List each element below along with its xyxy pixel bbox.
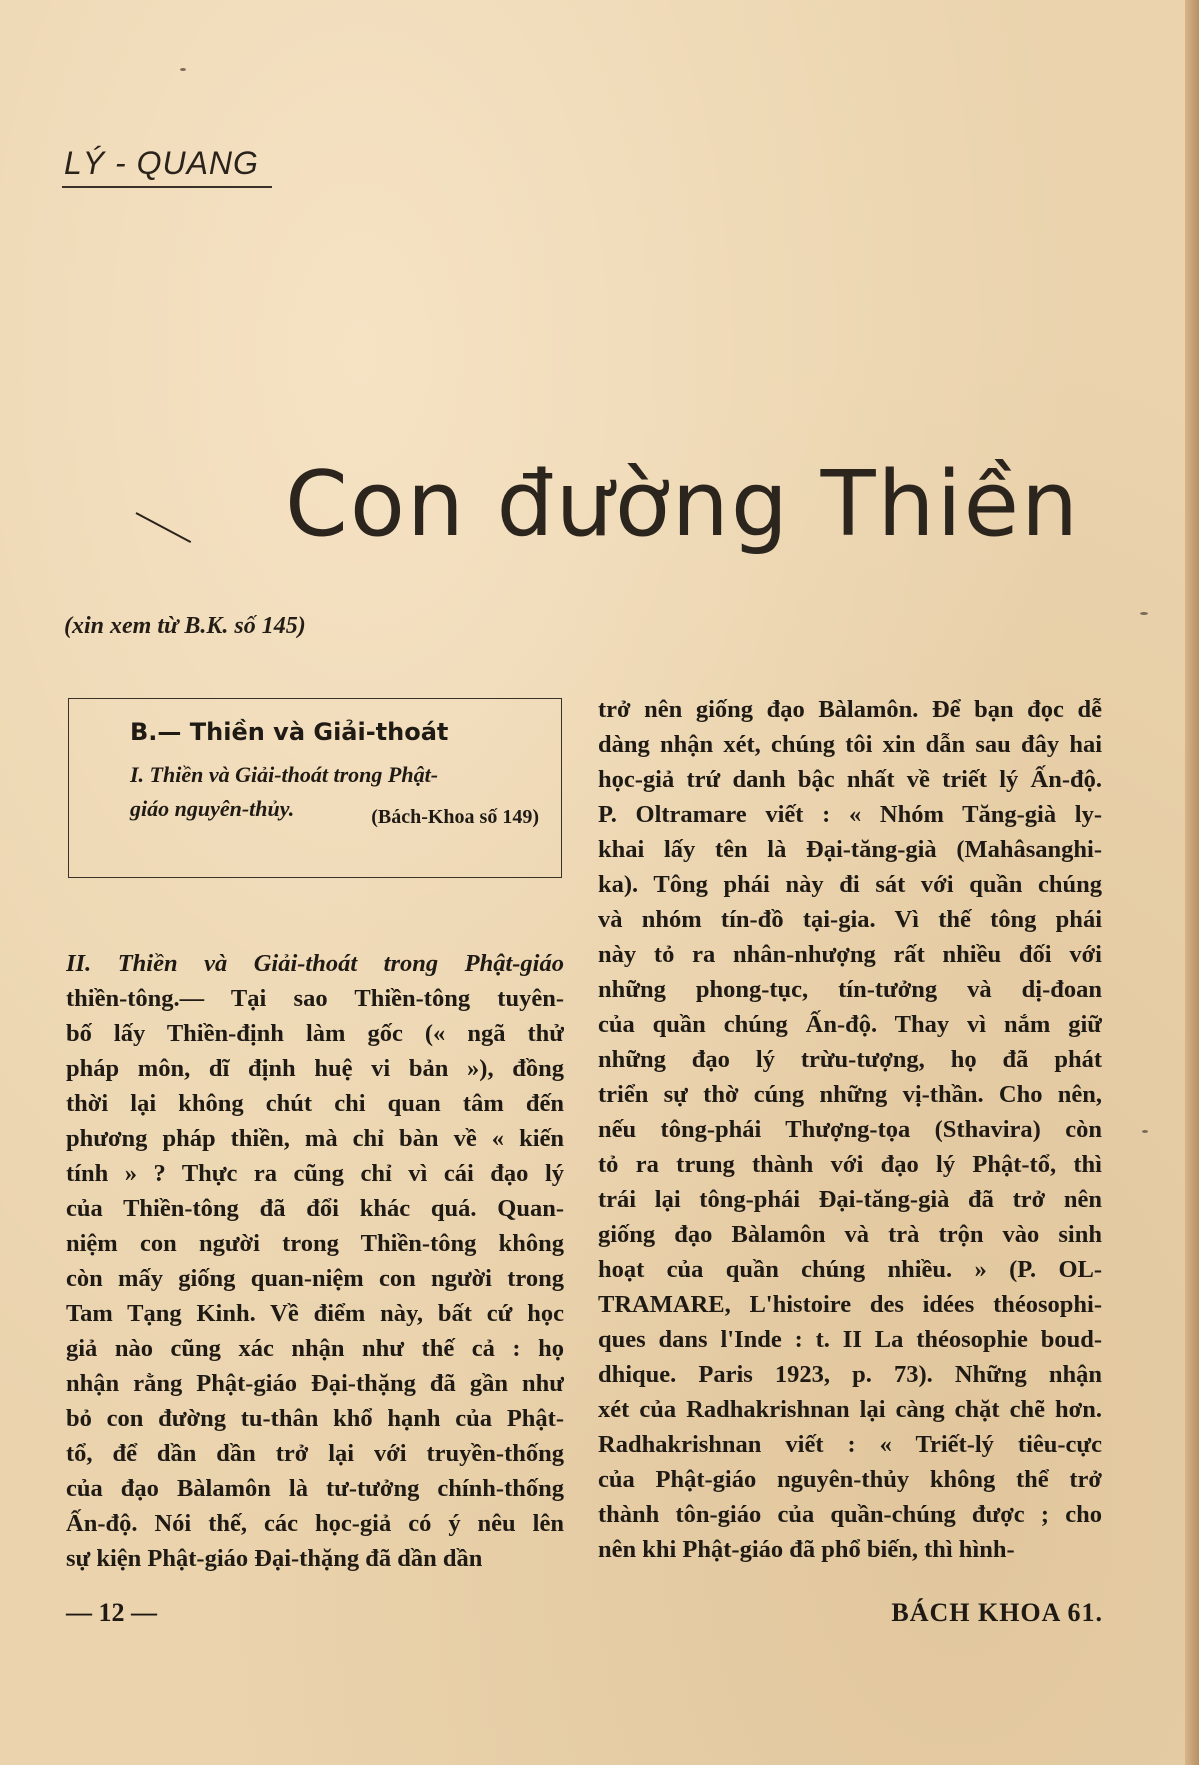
section-box-subheading-line: I. Thiền và Giải-thoát trong Phật- [130, 762, 439, 787]
right-column-line: những đạo lý trừu-tượng, họ đã phát [598, 1046, 1102, 1073]
left-column-line: của đạo Bàlamôn là tư-tưởng chính-thống [66, 1475, 564, 1502]
right-column-line: học-giả trứ danh bậc nhất về triết lý Ấn-độ. [598, 766, 1102, 793]
right-column-line: P. Oltramare viết : « Nhóm Tăng-già ly- [598, 801, 1102, 828]
left-column-line: của Thiền-tông đã đổi khác quá. Quan- [66, 1195, 564, 1222]
left-column-line: còn mấy giống quan-niệm con người trong [66, 1265, 564, 1292]
right-column-line: xét của Radhakrishnan lại càng chặt chẽ hơn. [598, 1396, 1102, 1423]
section-box-source: (Bách-Khoa số 149) [371, 806, 539, 828]
left-column-line: thiền-tông.— Tại sao Thiền-tông tuyên- [66, 985, 564, 1012]
right-column-line: dàng nhận xét, chúng tôi xin dẫn sau đây hai [598, 731, 1102, 758]
right-column-line: tỏ ra trung thành với đạo lý Phật-tổ, thì [598, 1151, 1102, 1178]
left-column-line: nhận rằng Phật-giáo Đại-thặng đã gần như [66, 1370, 564, 1397]
right-column-line: này tỏ ra nhân-nhượng rất nhiều đối với [598, 941, 1102, 968]
left-column-line: giả nào cũng xác nhận như thế cả : họ [66, 1335, 564, 1362]
left-column-line: tổ, để dần dần trở lại với truyền-thống [66, 1440, 564, 1467]
paper-speck [1142, 1130, 1148, 1133]
page-edge [1185, 0, 1199, 1765]
right-column-line: hoạt của quần chúng nhiều. » (P. OL- [598, 1256, 1102, 1283]
left-column-line: sự kiện Phật-giáo Đại-thặng đã dần dần [66, 1545, 483, 1572]
article-title: Con đường Thiền [285, 452, 1080, 557]
right-column-line: nếu tông-phái Thượng-tọa (Sthavira) còn [598, 1116, 1102, 1143]
left-column-line: thời lại không chút chi quan tâm đến [66, 1090, 564, 1117]
left-column-line: Tam Tạng Kinh. Về điểm này, bất cứ học [66, 1300, 564, 1327]
left-column-line: tính » ? Thực ra cũng chỉ vì cái đạo lý [66, 1160, 564, 1187]
left-column-line: niệm con người trong Thiền-tông không [66, 1230, 564, 1257]
right-column-line: Radhakrishnan viết : « Triết-lý tiêu-cực [598, 1431, 1102, 1458]
paper-speck [1140, 612, 1148, 615]
section-box-subheading-line: giáo nguyên-thủy. [130, 796, 295, 821]
right-column-line: ka). Tông phái này đi sát với quần chúng [598, 871, 1102, 898]
right-column-line: của Phật-giáo nguyên-thủy không thể trở [598, 1466, 1102, 1493]
right-column-line: những phong-tục, tín-tưởng và dị-đoan [598, 976, 1102, 1003]
right-column-line: nên khi Phật-giáo đã phổ biến, thì hình- [598, 1536, 1015, 1563]
right-column-line: trái lại tông-phái Đại-tăng-già đã trở nên [598, 1186, 1102, 1213]
author-name: LÝ - QUANG [64, 145, 259, 181]
left-column-line: Ấn-độ. Nói thế, các học-giả có ý nêu lên [66, 1510, 564, 1537]
right-column-line: và nhóm tín-đồ tại-gia. Vì thế tông phái [598, 906, 1102, 933]
paper-speck [180, 68, 186, 71]
left-column-line: pháp môn, dĩ định huệ vi bản »), đồng [66, 1055, 564, 1082]
right-column [598, 692, 1102, 1567]
right-column-line: thành tôn-giáo của quần-chúng được ; cho [598, 1501, 1102, 1528]
author-underline [62, 186, 272, 188]
right-column-line: khai lấy tên là Đại-tăng-già (Mahâsanghi- [598, 836, 1102, 863]
continuation-reference: (xin xem từ B.K. số 145) [64, 613, 306, 639]
right-column-line: trở nên giống đạo Bàlamôn. Để bạn đọc dễ [598, 696, 1102, 723]
right-column-line: dhique. Paris 1923, p. 73). Những nhận [598, 1361, 1102, 1388]
publication-name: BÁCH KHOA 61. [891, 1598, 1103, 1627]
page-number: — 12 — [66, 1598, 157, 1627]
section-box-heading: B.— Thiền và Giải-thoát [130, 718, 449, 746]
left-column-line: bỏ con đường tu-thân khổ hạnh của Phật- [66, 1405, 564, 1432]
right-column-line: TRAMARE, L'histoire des idées théosophi- [598, 1291, 1102, 1318]
right-column-line: giống đạo Bàlamôn và trà trộn vào sinh [598, 1221, 1102, 1248]
right-column-line: triển sự thờ cúng những vị-thần. Cho nên, [598, 1081, 1102, 1108]
left-column-line: II. Thiền và Giải-thoát trong Phật-giáo [66, 950, 564, 977]
right-column-line: của quần chúng Ấn-độ. Thay vì nắm giữ [598, 1011, 1102, 1038]
left-column-line: bố lấy Thiền-định làm gốc (« ngã thử [66, 1020, 564, 1047]
left-column-line: phương pháp thiền, mà chỉ bàn về « kiến [66, 1125, 564, 1152]
right-column-line: ques dans l'Inde : t. II La théosophie boud- [598, 1326, 1102, 1353]
left-column [66, 946, 564, 1576]
decorative-stroke [136, 512, 192, 543]
